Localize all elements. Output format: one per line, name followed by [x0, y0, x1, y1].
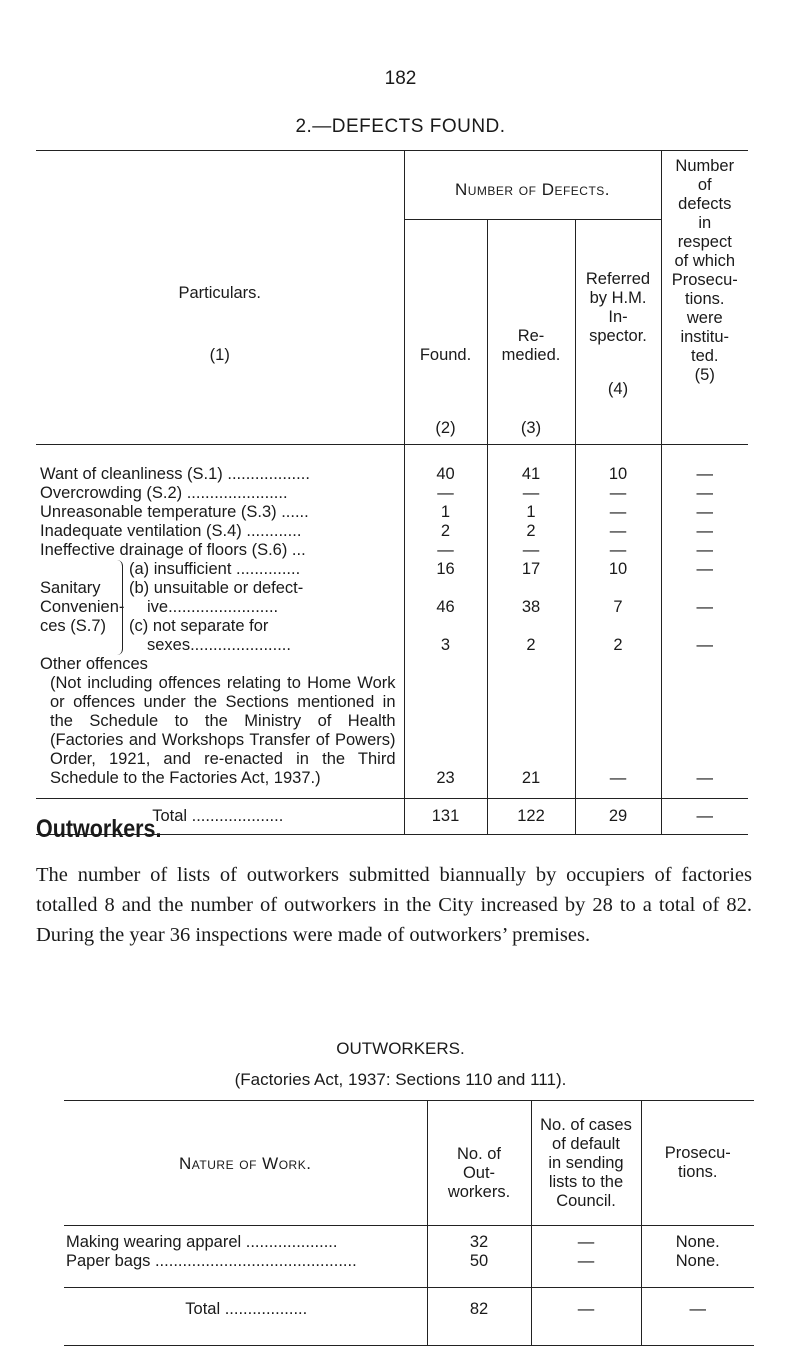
- total-default: —: [531, 1288, 641, 1346]
- outworkers-table: [64, 1100, 754, 1346]
- header-referred: [575, 220, 661, 445]
- header-referred-b: by H.M.: [589, 289, 647, 307]
- cell-prosec: —: [661, 541, 748, 560]
- cell-count: 32: [427, 1226, 531, 1253]
- header-found: [404, 220, 487, 445]
- sanitary-label-c: ces (S.7): [40, 617, 107, 635]
- header-particulars-label: Particulars.: [178, 284, 262, 302]
- section-title: 2.—DEFECTS FOUND.: [295, 116, 506, 137]
- header-found-num: (2): [435, 419, 456, 437]
- header-particulars: [36, 151, 404, 445]
- sanitary-a-prosec: —: [696, 560, 713, 578]
- sanitary-a-label: (a) insufficient ..............: [129, 560, 301, 578]
- total-referred: 29: [575, 799, 661, 835]
- sanitary-a-found: 16: [436, 560, 455, 578]
- table-row: [36, 503, 748, 522]
- header-referred-a: Referred: [585, 270, 651, 288]
- cell-remedied: 1: [487, 503, 575, 522]
- sanitary-c-found: 3: [440, 636, 451, 654]
- cell-found: 23: [404, 655, 487, 799]
- header-prosec-2: tions.: [678, 1163, 718, 1181]
- cell-found: —: [404, 541, 487, 560]
- header-prosec-line: respect: [677, 233, 732, 251]
- cell-count: 50: [427, 1252, 531, 1288]
- cell-prosec: —: [661, 655, 748, 799]
- cell-remedied: —: [487, 541, 575, 560]
- header-found-label: Found.: [419, 346, 472, 364]
- other-offences-label: [36, 655, 404, 799]
- total-count: 82: [427, 1288, 531, 1346]
- sanitary-label-block: [36, 560, 404, 655]
- sanitary-c-remedied: 2: [526, 636, 536, 654]
- sanitary-label-a: Sanitary: [40, 579, 101, 597]
- header-default-3: in sending: [548, 1153, 624, 1172]
- header-remedied-a: Re-: [517, 327, 545, 345]
- row-label: Inadequate ventilation (S.4) ............: [40, 522, 302, 540]
- total-label: Total ..................: [64, 1288, 427, 1346]
- header-count-2: Out-: [462, 1163, 496, 1182]
- header-number-of-defects: Number of Defects.: [404, 151, 661, 220]
- sanitary-group-label: [40, 560, 125, 655]
- sanitary-label-b: Convenien-: [40, 598, 125, 616]
- row-label: Overcrowding (S.2) ......................: [40, 484, 288, 502]
- header-count-1: No. of: [456, 1144, 502, 1163]
- total-prosec: —: [661, 799, 748, 835]
- row-label: Unreasonable temperature (S.3) ......: [40, 503, 309, 521]
- cell-prosec: —: [661, 503, 748, 522]
- header-default-1: No. of cases: [540, 1115, 632, 1134]
- cell-found: [404, 560, 487, 655]
- cell-prosec: None.: [641, 1226, 754, 1253]
- cell-referred: —: [575, 541, 661, 560]
- outworkers-heading: Outworkers.: [36, 815, 162, 843]
- header-referred-c: In-: [608, 308, 628, 326]
- cell-remedied: 21: [487, 655, 575, 799]
- total-prosec: —: [641, 1288, 754, 1346]
- sanitary-a-referred: 10: [608, 560, 628, 578]
- table-row: [36, 541, 748, 560]
- cell-referred: —: [575, 484, 661, 503]
- table-row: [64, 1226, 754, 1253]
- cell-referred: —: [575, 503, 661, 522]
- sanitary-b-remedied: 38: [521, 598, 541, 616]
- cell-prosec: —: [661, 522, 748, 541]
- cell-found: 40: [404, 445, 487, 485]
- cell-prosec: [661, 560, 748, 655]
- row-label: Paper bags ............................................: [66, 1252, 357, 1270]
- total-label: Total ....................: [36, 799, 404, 835]
- header-default-2: of default: [552, 1134, 620, 1153]
- sanitary-b-referred: 7: [613, 598, 623, 616]
- header-prosec-line: defects: [678, 195, 732, 213]
- outworkers-table-title: OUTWORKERS.: [336, 1039, 465, 1058]
- cell-remedied: [487, 560, 575, 655]
- cell-referred: —: [575, 655, 661, 799]
- cell-default: —: [531, 1226, 641, 1253]
- header-prosec-line: tions.: [685, 290, 725, 308]
- cell-found: 1: [404, 503, 487, 522]
- outworkers-table-subtitle: (Factories Act, 1937: Sections 110 and 111).: [234, 1070, 567, 1089]
- header-remedied-num: (3): [520, 419, 542, 437]
- outworkers-paragraph: The number of lists of outworkers submitted biannually by occupiers of factories totalled 8 and the number of outworkers in the City increased by 28 to a total of 82. During the year 36 inspections were made of outworkers’ premises.: [36, 864, 752, 946]
- cell-found: 2: [404, 522, 487, 541]
- other-offences-row: [36, 655, 748, 799]
- sanitary-b-prosec: —: [696, 598, 713, 616]
- cell-prosec: —: [661, 484, 748, 503]
- header-prosec-num: (5): [694, 366, 715, 384]
- header-prosec-line: institu-: [680, 328, 730, 346]
- sanitary-row: [36, 560, 748, 655]
- cell-prosec: None.: [641, 1252, 754, 1288]
- table-row: [64, 1252, 754, 1288]
- header-remedied-b: medied.: [501, 346, 561, 364]
- brace-icon: [110, 560, 123, 655]
- cell-remedied: 2: [487, 522, 575, 541]
- total-found: 131: [404, 799, 487, 835]
- other-label-1: Other offences: [40, 655, 148, 673]
- cell-prosec: —: [661, 445, 748, 485]
- sanitary-c-label-1: (c) not separate for: [129, 617, 269, 635]
- sanitary-a-remedied: 17: [521, 560, 541, 578]
- cell-remedied: 41: [487, 445, 575, 485]
- cell-referred: [575, 560, 661, 655]
- row-label: Want of cleanliness (S.1) ..................: [40, 465, 310, 483]
- page-number: 182: [384, 68, 417, 89]
- table-row: [36, 445, 748, 485]
- cell-remedied: —: [487, 484, 575, 503]
- cell-found: —: [404, 484, 487, 503]
- header-referred-d: spector.: [589, 327, 647, 345]
- header-prosecutions: [641, 1101, 754, 1226]
- header-referred-num: (4): [607, 380, 629, 398]
- cell-referred: —: [575, 522, 661, 541]
- header-prosecutions: [661, 151, 748, 445]
- total-row: [64, 1288, 754, 1346]
- cell-referred: 10: [575, 445, 661, 485]
- header-prosec-line: of which: [674, 252, 736, 270]
- sanitary-c-label-2: sexes......................: [147, 636, 291, 654]
- sanitary-b-label-2: ive........................: [147, 598, 279, 616]
- header-prosec-1: Prosecu-: [664, 1144, 731, 1162]
- header-prosec-line: Prosecu-: [671, 271, 738, 289]
- defects-table: [36, 150, 748, 835]
- table-row: [36, 522, 748, 541]
- header-no-of-outworkers: [427, 1101, 531, 1226]
- header-prosec-line: ted.: [690, 347, 719, 365]
- header-count-3: workers.: [447, 1182, 511, 1201]
- header-nature-of-work: Nature of Work.: [179, 1153, 312, 1173]
- row-label: Making wearing apparel ....................: [66, 1233, 338, 1251]
- header-prosec-line: in: [698, 214, 712, 232]
- header-default-5: Council.: [556, 1191, 616, 1210]
- header-prosec-line: of: [697, 176, 712, 194]
- table-row: [36, 484, 748, 503]
- other-label-2: (Not including offences relating to Home Work or offences under the Sections mentioned in the Schedule to the Ministry of Health (Factories and Workshops Transfer of Powers) Order, 1921, and re-enacted in the Third Schedule to the Factories Act, 1937.): [50, 674, 396, 787]
- cell-default: —: [531, 1252, 641, 1288]
- header-remedied: [487, 220, 575, 445]
- sanitary-b-label-1: (b) unsuitable or defect-: [129, 579, 304, 597]
- sanitary-b-found: 46: [436, 598, 455, 616]
- sanitary-c-referred: 2: [613, 636, 623, 654]
- header-cases-of-default: [531, 1101, 641, 1226]
- sanitary-c-prosec: —: [696, 636, 713, 654]
- header-prosec-line: Number: [675, 157, 735, 175]
- row-label: Ineffective drainage of floors (S.6) ...: [40, 541, 306, 559]
- total-remedied: 122: [487, 799, 575, 835]
- header-prosec-line: were: [686, 309, 723, 327]
- header-default-4: lists to the: [548, 1172, 624, 1191]
- header-col1-num: (1): [209, 346, 230, 364]
